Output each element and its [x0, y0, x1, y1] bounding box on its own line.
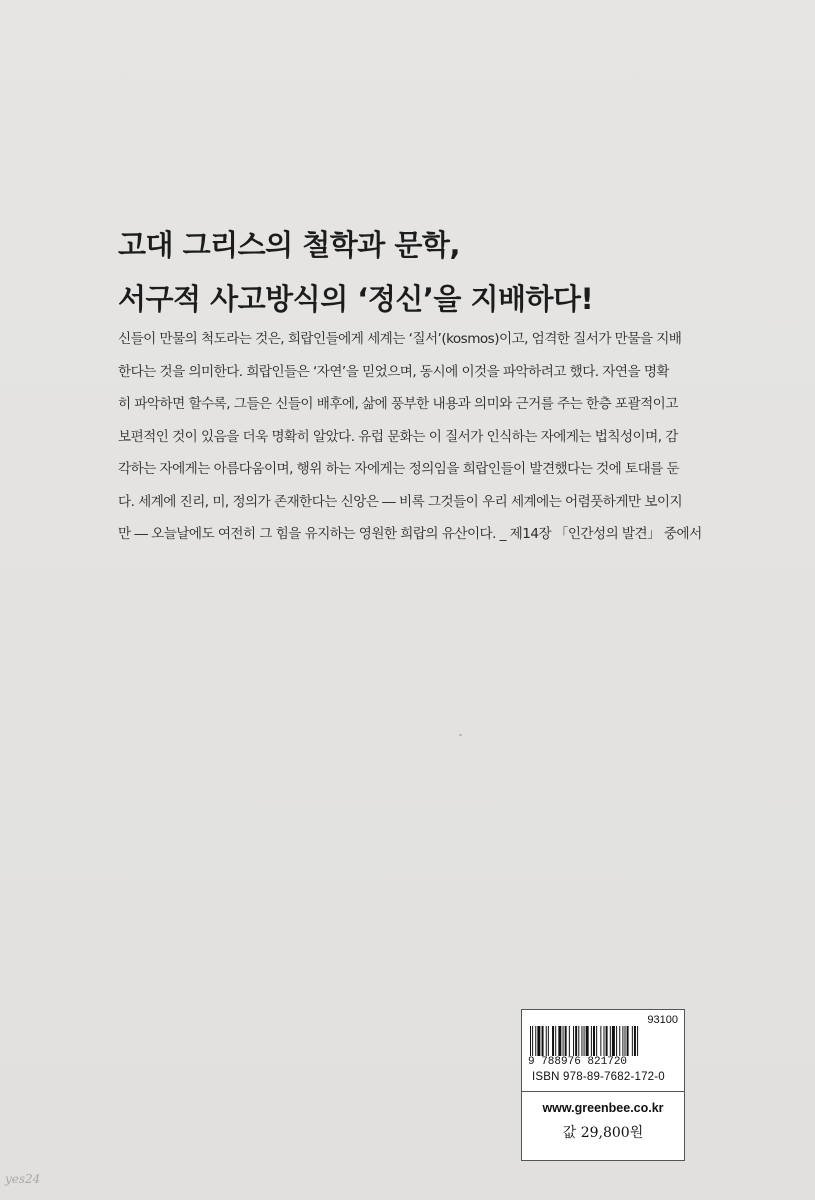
publisher-website: www.greenbee.co.kr	[542, 1101, 664, 1115]
label-divider	[522, 1091, 684, 1092]
isbn-number: ISBN 978-89-7682-172-0	[532, 1071, 665, 1083]
excerpt-line: 한다는 것을 의미한다. 희랍인들은 ‘자연’을 믿었으며, 동시에 이것을 파악하려고 했다. 자연을 명확	[118, 363, 670, 380]
barcode-label	[521, 1009, 685, 1161]
excerpt-paragraph	[118, 323, 718, 551]
book-price: 값 29,800원	[562, 1125, 644, 1141]
barcode-image	[530, 1026, 676, 1056]
excerpt-line: 보편적인 것이 있음을 더욱 명확히 알았다. 유럽 문화는 이 질서가 인식하는 자에게는 법칙성이며, 감	[118, 428, 678, 445]
watermark-logo: yes24	[5, 1172, 41, 1186]
headline-line-2: 서구적 사고방식의 ‘정신’을 지배하다!	[118, 282, 594, 316]
paper-speck	[459, 734, 462, 736]
excerpt-line: 만 ― 오늘날에도 여전히 그 힘을 유지하는 영원한 희랍의 유산이다. _ 제14장 「인간성의 발견」 중에서	[118, 526, 702, 542]
add-on-code: 93100	[647, 1014, 678, 1026]
excerpt-line: 다. 세계에 진리, 미, 정의가 존재한다는 신앙은 ― 비록 그것들이 우리 세계에는 어렴풋하게만 보이지	[118, 493, 683, 510]
excerpt-line: 히 파악하면 할수록, 그들은 신들이 배후에, 삶에 풍부한 내용과 의미와 근거를 주는 한층 포괄적이고	[118, 396, 678, 412]
barcode-digits: 9 788976 821720	[528, 1056, 628, 1068]
excerpt-line: 신들이 만물의 척도라는 것은, 희랍인들에게 세계는 ‘질서’(kosmos)이고, 엄격한 질서가 만물을 지배	[118, 331, 682, 347]
excerpt-line: 각하는 자에게는 아름다움이며, 행위 하는 자에게는 정의임을 희랍인들이 발견했다는 것에 토대를 둔	[118, 461, 680, 477]
headline	[118, 218, 738, 326]
headline-line-1: 고대 그리스의 철학과 문학,	[118, 228, 460, 262]
